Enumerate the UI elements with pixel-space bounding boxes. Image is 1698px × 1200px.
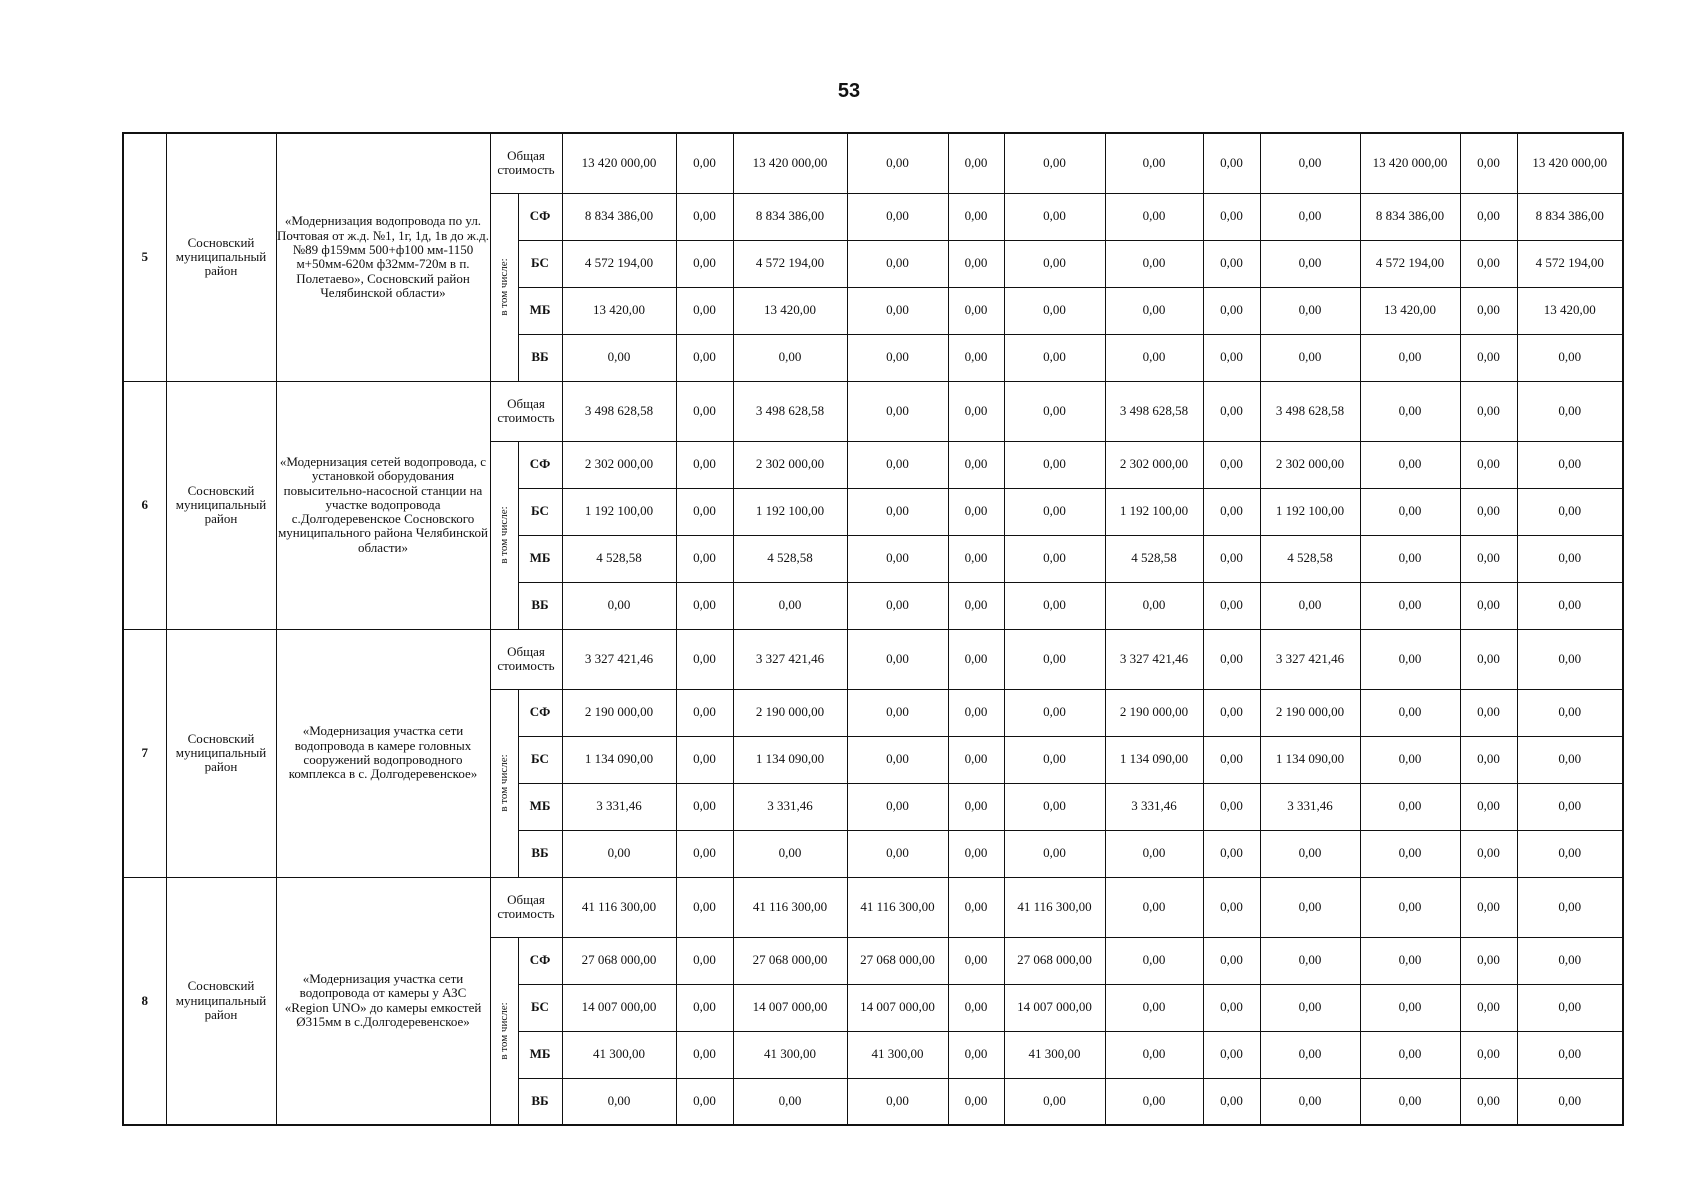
value-cell: 3 498 628,58 (562, 381, 676, 441)
table-row (123, 877, 1623, 937)
value-cell: 2 302 000,00 (733, 441, 847, 488)
value-cell: 13 420,00 (562, 287, 676, 334)
value-cell: 0,00 (948, 984, 1004, 1031)
value-cell: 0,00 (1260, 1031, 1360, 1078)
value-cell: 0,00 (1004, 736, 1105, 783)
value-cell: 0,00 (1360, 830, 1460, 877)
value-cell: 0,00 (676, 1078, 733, 1125)
value-cell: 0,00 (733, 830, 847, 877)
value-cell: 0,00 (847, 830, 948, 877)
value-cell: 0,00 (1517, 1031, 1623, 1078)
value-cell: 3 327 421,46 (1260, 629, 1360, 689)
value-cell: 0,00 (1105, 240, 1203, 287)
value-cell: 0,00 (1105, 984, 1203, 1031)
project-description: «Модернизация водопровода по ул. Почтовая от ж.д. №1, 1г, 1д, 1в до ж.д. №89 ф159мм 500+ф100 мм-1150 м+50мм-620м ф32мм-720м в п. Полетаево», Сосновский район Челябинской области» (276, 133, 490, 381)
value-cell: 0,00 (1105, 287, 1203, 334)
value-cell: 4 572 194,00 (733, 240, 847, 287)
value-cell: 0,00 (1004, 629, 1105, 689)
value-cell: 0,00 (1260, 877, 1360, 937)
value-cell: 13 420 000,00 (1517, 133, 1623, 193)
value-cell: 27 068 000,00 (1004, 937, 1105, 984)
value-cell: 0,00 (676, 334, 733, 381)
including-label: в том числе: (497, 754, 510, 812)
value-cell: 8 834 386,00 (733, 193, 847, 240)
value-cell: 0,00 (1004, 193, 1105, 240)
value-cell: 0,00 (847, 287, 948, 334)
value-cell: 2 302 000,00 (1105, 441, 1203, 488)
value-cell: 4 572 194,00 (1517, 240, 1623, 287)
value-cell: 4 572 194,00 (562, 240, 676, 287)
value-cell: 0,00 (1517, 488, 1623, 535)
value-cell: 0,00 (1360, 381, 1460, 441)
value-cell: 0,00 (1105, 334, 1203, 381)
value-cell: 2 190 000,00 (562, 689, 676, 736)
value-cell: 0,00 (1260, 334, 1360, 381)
value-cell: 0,00 (1203, 736, 1260, 783)
total-cost-label: Общая стоимость (490, 629, 562, 689)
value-cell: 0,00 (1460, 240, 1517, 287)
project-description: «Модернизация сетей водопровода, с установкой оборудования повысительно-насосной станции на участке водопровода с.Долгодеревенское Сосновского муниципального района Челябинской области» (276, 381, 490, 629)
value-cell: 0,00 (1460, 133, 1517, 193)
value-cell: 0,00 (676, 937, 733, 984)
value-cell: 3 331,46 (1105, 783, 1203, 830)
value-cell: 0,00 (948, 1031, 1004, 1078)
value-cell: 0,00 (1105, 193, 1203, 240)
value-cell: 0,00 (1260, 1078, 1360, 1125)
value-cell: 0,00 (733, 334, 847, 381)
value-cell: 0,00 (676, 629, 733, 689)
value-cell: 3 498 628,58 (1105, 381, 1203, 441)
value-cell: 0,00 (562, 1078, 676, 1125)
value-cell: 0,00 (562, 334, 676, 381)
value-cell: 4 528,58 (733, 535, 847, 582)
value-cell: 1 134 090,00 (1105, 736, 1203, 783)
value-cell: 0,00 (1203, 488, 1260, 535)
funding-source-code: ВБ (518, 830, 562, 877)
value-cell: 0,00 (948, 830, 1004, 877)
value-cell: 0,00 (1260, 240, 1360, 287)
value-cell: 0,00 (1260, 830, 1360, 877)
value-cell: 41 116 300,00 (562, 877, 676, 937)
value-cell: 3 327 421,46 (733, 629, 847, 689)
value-cell: 0,00 (1517, 535, 1623, 582)
funding-source-code: ВБ (518, 1078, 562, 1125)
value-cell: 0,00 (1460, 783, 1517, 830)
value-cell: 0,00 (1203, 535, 1260, 582)
value-cell: 4 528,58 (1260, 535, 1360, 582)
value-cell: 0,00 (847, 629, 948, 689)
value-cell: 0,00 (847, 689, 948, 736)
value-cell: 1 192 100,00 (733, 488, 847, 535)
value-cell: 0,00 (1460, 1078, 1517, 1125)
value-cell: 0,00 (948, 381, 1004, 441)
value-cell: 0,00 (847, 582, 948, 629)
value-cell: 0,00 (1203, 1078, 1260, 1125)
value-cell: 0,00 (1517, 441, 1623, 488)
value-cell: 0,00 (1105, 582, 1203, 629)
including-label: в том числе: (497, 1002, 510, 1060)
value-cell: 41 116 300,00 (733, 877, 847, 937)
value-cell: 14 007 000,00 (562, 984, 676, 1031)
total-cost-label: Общая стоимость (490, 381, 562, 441)
value-cell: 0,00 (1105, 133, 1203, 193)
value-cell: 41 300,00 (847, 1031, 948, 1078)
value-cell: 0,00 (1004, 582, 1105, 629)
project-number: 5 (123, 133, 166, 381)
value-cell: 0,00 (1203, 240, 1260, 287)
funding-source-code: СФ (518, 937, 562, 984)
value-cell: 13 420,00 (1360, 287, 1460, 334)
value-cell: 3 327 421,46 (562, 629, 676, 689)
value-cell: 0,00 (1460, 984, 1517, 1031)
value-cell: 0,00 (676, 877, 733, 937)
project-number: 6 (123, 381, 166, 629)
value-cell: 0,00 (1004, 488, 1105, 535)
value-cell: 0,00 (1460, 937, 1517, 984)
value-cell: 0,00 (948, 1078, 1004, 1125)
district-name: Сосновский муниципальный район (166, 381, 276, 629)
value-cell: 0,00 (948, 629, 1004, 689)
funding-source-code: МБ (518, 1031, 562, 1078)
funding-source-code: БС (518, 736, 562, 783)
value-cell: 0,00 (676, 984, 733, 1031)
value-cell: 0,00 (847, 381, 948, 441)
funding-source-code: МБ (518, 287, 562, 334)
value-cell: 0,00 (1260, 984, 1360, 1031)
value-cell: 0,00 (676, 133, 733, 193)
value-cell: 0,00 (948, 133, 1004, 193)
value-cell: 0,00 (847, 1078, 948, 1125)
project-number: 8 (123, 877, 166, 1125)
value-cell: 0,00 (1517, 629, 1623, 689)
value-cell: 0,00 (676, 582, 733, 629)
value-cell: 4 528,58 (1105, 535, 1203, 582)
value-cell: 3 331,46 (562, 783, 676, 830)
value-cell: 0,00 (1203, 193, 1260, 240)
value-cell: 0,00 (1460, 193, 1517, 240)
value-cell: 0,00 (1460, 381, 1517, 441)
value-cell: 0,00 (1360, 582, 1460, 629)
value-cell: 0,00 (1004, 783, 1105, 830)
value-cell: 3 498 628,58 (733, 381, 847, 441)
district-name: Сосновский муниципальный район (166, 629, 276, 877)
value-cell: 0,00 (1260, 193, 1360, 240)
value-cell: 0,00 (562, 582, 676, 629)
project-description: «Модернизация участка сети водопровода в камере головных сооружений водопроводного комплекса в с. Долгодеревенское» (276, 629, 490, 877)
value-cell: 0,00 (1004, 240, 1105, 287)
value-cell: 0,00 (948, 783, 1004, 830)
value-cell: 0,00 (948, 937, 1004, 984)
value-cell: 0,00 (733, 582, 847, 629)
district-name: Сосновский муниципальный район (166, 877, 276, 1125)
value-cell: 0,00 (1004, 441, 1105, 488)
value-cell: 0,00 (847, 240, 948, 287)
funding-source-code: БС (518, 240, 562, 287)
value-cell: 0,00 (1004, 334, 1105, 381)
funding-source-code: МБ (518, 535, 562, 582)
value-cell: 0,00 (1360, 334, 1460, 381)
funding-source-code: БС (518, 984, 562, 1031)
value-cell: 13 420,00 (733, 287, 847, 334)
value-cell: 0,00 (847, 783, 948, 830)
value-cell: 8 834 386,00 (562, 193, 676, 240)
value-cell: 1 134 090,00 (562, 736, 676, 783)
total-cost-label: Общая стоимость (490, 133, 562, 193)
value-cell: 8 834 386,00 (1360, 193, 1460, 240)
value-cell: 0,00 (948, 488, 1004, 535)
value-cell: 0,00 (1203, 783, 1260, 830)
value-cell: 0,00 (1517, 937, 1623, 984)
value-cell: 13 420,00 (1517, 287, 1623, 334)
value-cell: 0,00 (676, 830, 733, 877)
value-cell: 0,00 (948, 736, 1004, 783)
value-cell: 0,00 (1517, 1078, 1623, 1125)
value-cell: 0,00 (1460, 582, 1517, 629)
value-cell: 0,00 (1360, 736, 1460, 783)
value-cell: 0,00 (1105, 877, 1203, 937)
value-cell: 0,00 (1260, 582, 1360, 629)
value-cell: 0,00 (676, 441, 733, 488)
value-cell: 2 190 000,00 (733, 689, 847, 736)
value-cell: 0,00 (1004, 381, 1105, 441)
including-label: в том числе: (497, 258, 510, 316)
value-cell: 2 302 000,00 (562, 441, 676, 488)
value-cell: 0,00 (1105, 1031, 1203, 1078)
value-cell: 0,00 (1360, 488, 1460, 535)
page-number: 53 (837, 80, 861, 102)
value-cell: 1 192 100,00 (562, 488, 676, 535)
value-cell: 0,00 (948, 287, 1004, 334)
value-cell: 0,00 (948, 582, 1004, 629)
total-cost-label: Общая стоимость (490, 877, 562, 937)
including-label-cell (490, 193, 518, 381)
district-name: Сосновский муниципальный район (166, 133, 276, 381)
value-cell: 0,00 (1360, 984, 1460, 1031)
value-cell: 0,00 (847, 193, 948, 240)
value-cell: 0,00 (847, 535, 948, 582)
funding-source-code: ВБ (518, 582, 562, 629)
value-cell: 0,00 (676, 1031, 733, 1078)
funding-source-code: СФ (518, 193, 562, 240)
value-cell: 0,00 (1203, 830, 1260, 877)
value-cell: 0,00 (1360, 441, 1460, 488)
value-cell: 0,00 (1460, 535, 1517, 582)
value-cell: 8 834 386,00 (1517, 193, 1623, 240)
value-cell: 0,00 (1360, 1031, 1460, 1078)
value-cell: 0,00 (1517, 984, 1623, 1031)
value-cell: 0,00 (1360, 629, 1460, 689)
value-cell: 0,00 (1203, 334, 1260, 381)
funding-source-code: СФ (518, 689, 562, 736)
value-cell: 0,00 (1460, 736, 1517, 783)
value-cell: 0,00 (1360, 877, 1460, 937)
value-cell: 0,00 (948, 240, 1004, 287)
value-cell: 0,00 (1105, 830, 1203, 877)
value-cell: 4 572 194,00 (1360, 240, 1460, 287)
value-cell: 14 007 000,00 (1004, 984, 1105, 1031)
value-cell: 3 331,46 (1260, 783, 1360, 830)
value-cell: 14 007 000,00 (733, 984, 847, 1031)
value-cell: 0,00 (1360, 783, 1460, 830)
value-cell: 1 134 090,00 (1260, 736, 1360, 783)
value-cell: 0,00 (948, 441, 1004, 488)
value-cell: 0,00 (1105, 1078, 1203, 1125)
value-cell: 0,00 (676, 240, 733, 287)
value-cell: 0,00 (1517, 582, 1623, 629)
value-cell: 0,00 (1460, 877, 1517, 937)
value-cell: 41 300,00 (1004, 1031, 1105, 1078)
value-cell: 0,00 (1203, 381, 1260, 441)
value-cell: 0,00 (1203, 287, 1260, 334)
value-cell: 0,00 (948, 877, 1004, 937)
value-cell: 0,00 (1203, 937, 1260, 984)
value-cell: 0,00 (1460, 441, 1517, 488)
value-cell: 0,00 (733, 1078, 847, 1125)
value-cell: 41 300,00 (562, 1031, 676, 1078)
budget-table (122, 132, 1624, 1126)
value-cell: 0,00 (1360, 535, 1460, 582)
value-cell: 0,00 (847, 736, 948, 783)
value-cell: 0,00 (847, 441, 948, 488)
value-cell: 0,00 (948, 193, 1004, 240)
value-cell: 3 327 421,46 (1105, 629, 1203, 689)
value-cell: 0,00 (676, 488, 733, 535)
value-cell: 0,00 (1517, 736, 1623, 783)
value-cell: 0,00 (1004, 287, 1105, 334)
value-cell: 0,00 (847, 133, 948, 193)
value-cell: 0,00 (676, 736, 733, 783)
value-cell: 0,00 (676, 689, 733, 736)
value-cell: 1 192 100,00 (1105, 488, 1203, 535)
value-cell: 0,00 (1360, 689, 1460, 736)
value-cell: 41 116 300,00 (847, 877, 948, 937)
value-cell: 0,00 (1004, 133, 1105, 193)
value-cell: 2 190 000,00 (1105, 689, 1203, 736)
value-cell: 1 134 090,00 (733, 736, 847, 783)
value-cell: 0,00 (562, 830, 676, 877)
value-cell: 41 300,00 (733, 1031, 847, 1078)
value-cell: 0,00 (948, 535, 1004, 582)
value-cell: 0,00 (1004, 1078, 1105, 1125)
value-cell: 41 116 300,00 (1004, 877, 1105, 937)
value-cell: 0,00 (1260, 133, 1360, 193)
value-cell: 1 192 100,00 (1260, 488, 1360, 535)
value-cell: 0,00 (847, 334, 948, 381)
funding-source-code: БС (518, 488, 562, 535)
value-cell: 2 302 000,00 (1260, 441, 1360, 488)
value-cell: 27 068 000,00 (733, 937, 847, 984)
value-cell: 0,00 (1460, 629, 1517, 689)
value-cell: 13 420 000,00 (733, 133, 847, 193)
value-cell: 0,00 (1460, 689, 1517, 736)
value-cell: 0,00 (676, 193, 733, 240)
value-cell: 3 498 628,58 (1260, 381, 1360, 441)
including-label-cell (490, 441, 518, 629)
value-cell: 14 007 000,00 (847, 984, 948, 1031)
value-cell: 3 331,46 (733, 783, 847, 830)
value-cell: 0,00 (676, 287, 733, 334)
value-cell: 0,00 (1460, 334, 1517, 381)
value-cell: 0,00 (676, 783, 733, 830)
value-cell: 0,00 (847, 488, 948, 535)
value-cell: 0,00 (948, 334, 1004, 381)
value-cell: 0,00 (1203, 582, 1260, 629)
value-cell: 0,00 (1203, 629, 1260, 689)
value-cell: 2 190 000,00 (1260, 689, 1360, 736)
project-description: «Модернизация участка сети водопровода от камеры у АЗС «Region UNO» до камеры емкостей Ø315мм в с.Долгодеревенское» (276, 877, 490, 1125)
value-cell: 27 068 000,00 (562, 937, 676, 984)
value-cell: 0,00 (1004, 689, 1105, 736)
including-label-cell (490, 937, 518, 1125)
table-row (123, 629, 1623, 689)
value-cell: 0,00 (1460, 830, 1517, 877)
value-cell: 0,00 (1460, 488, 1517, 535)
value-cell: 0,00 (1360, 937, 1460, 984)
value-cell: 4 528,58 (562, 535, 676, 582)
value-cell: 0,00 (1360, 1078, 1460, 1125)
value-cell: 0,00 (1203, 689, 1260, 736)
funding-source-code: СФ (518, 441, 562, 488)
table-row (123, 381, 1623, 441)
value-cell: 0,00 (1105, 937, 1203, 984)
value-cell: 13 420 000,00 (1360, 133, 1460, 193)
table-row (123, 133, 1623, 193)
funding-source-code: МБ (518, 783, 562, 830)
value-cell: 0,00 (1260, 937, 1360, 984)
including-label: в том числе: (497, 506, 510, 564)
value-cell: 0,00 (1203, 133, 1260, 193)
value-cell: 0,00 (1460, 1031, 1517, 1078)
value-cell: 0,00 (1203, 984, 1260, 1031)
value-cell: 0,00 (1517, 783, 1623, 830)
value-cell: 0,00 (1004, 830, 1105, 877)
value-cell: 0,00 (1517, 830, 1623, 877)
project-number: 7 (123, 629, 166, 877)
value-cell: 0,00 (1260, 287, 1360, 334)
value-cell: 0,00 (1517, 877, 1623, 937)
including-label-cell (490, 689, 518, 877)
value-cell: 27 068 000,00 (847, 937, 948, 984)
value-cell: 0,00 (1517, 334, 1623, 381)
value-cell: 0,00 (676, 381, 733, 441)
value-cell: 0,00 (676, 535, 733, 582)
value-cell: 0,00 (1203, 441, 1260, 488)
funding-source-code: ВБ (518, 334, 562, 381)
value-cell: 0,00 (948, 689, 1004, 736)
value-cell: 0,00 (1203, 877, 1260, 937)
value-cell: 0,00 (1004, 535, 1105, 582)
value-cell: 13 420 000,00 (562, 133, 676, 193)
value-cell: 0,00 (1517, 381, 1623, 441)
value-cell: 0,00 (1203, 1031, 1260, 1078)
value-cell: 0,00 (1460, 287, 1517, 334)
value-cell: 0,00 (1517, 689, 1623, 736)
